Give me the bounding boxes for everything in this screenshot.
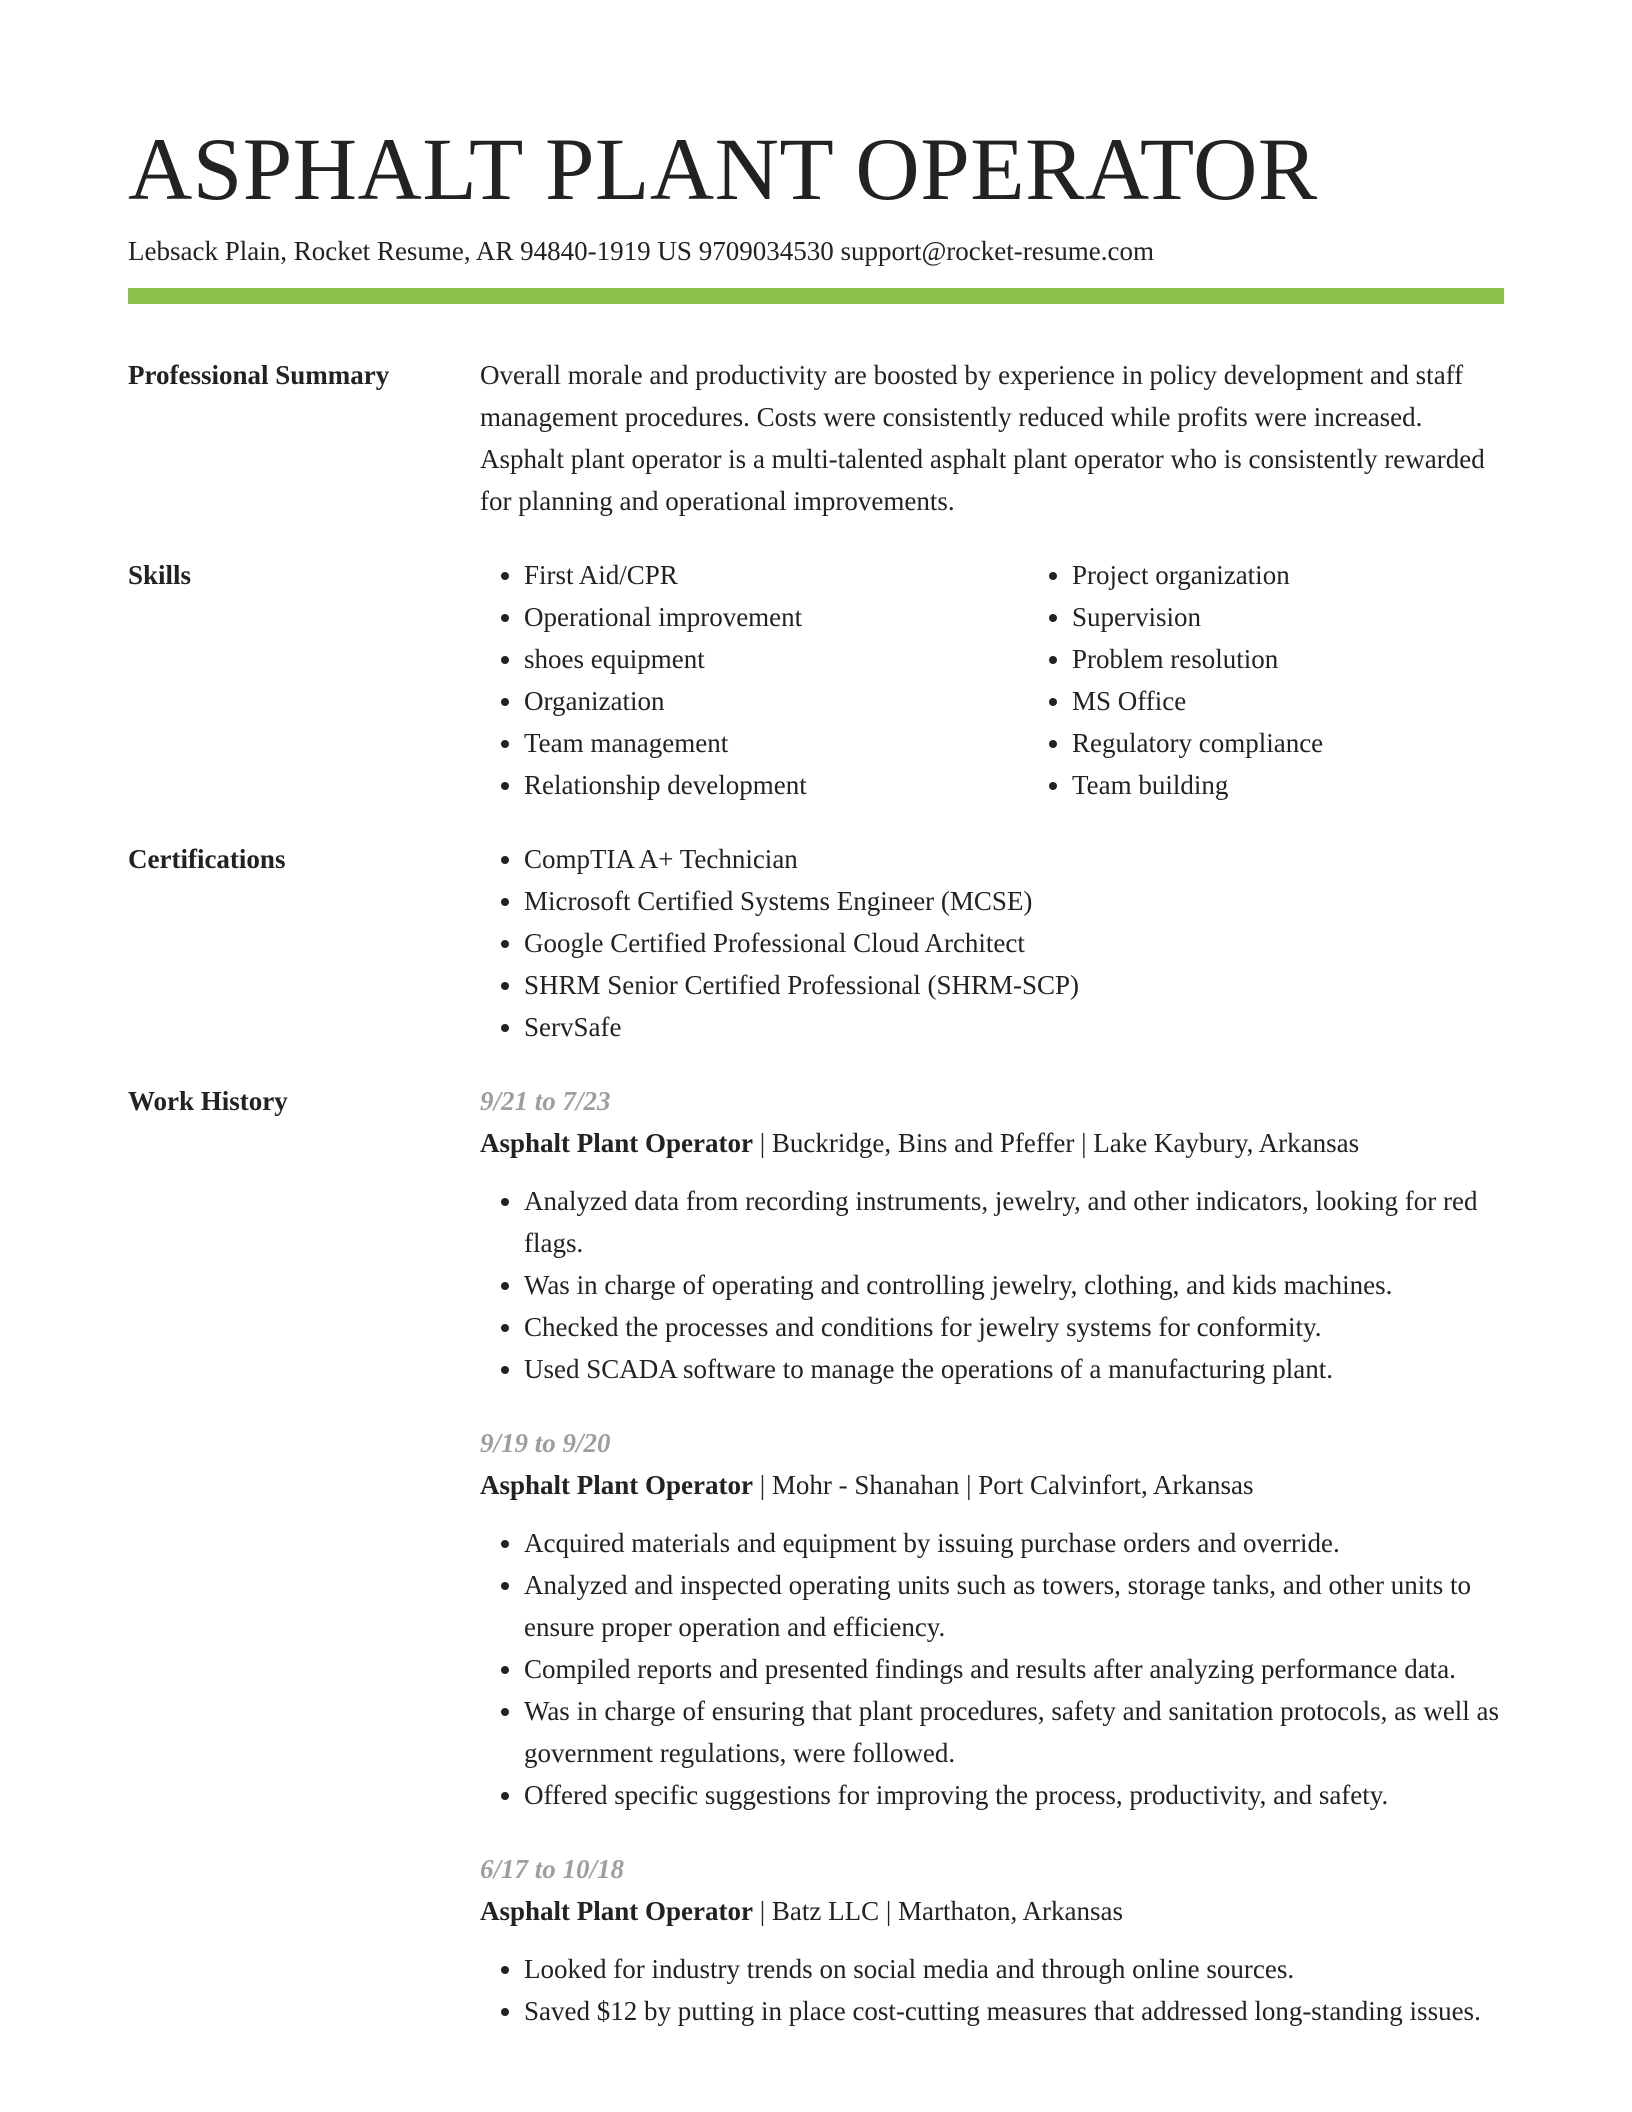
job-bullet: • Acquired materials and equipment by issuing purchase orders and override.: [524, 1522, 1504, 1564]
job-bullet: • Was in charge of ensuring that plant procedures, safety and sanitation protocols, as well as government regulations, were followed.: [524, 1690, 1504, 1774]
skill-item: • Supervision: [1072, 596, 1504, 638]
skills-list-right: [1028, 554, 1504, 806]
work-history-body: [480, 1080, 1504, 2064]
skills-grid: [480, 554, 1504, 806]
skill-item: • Project organization: [1072, 554, 1504, 596]
job-details: | Batz LLC | Marthaton, Arkansas: [753, 1896, 1123, 1926]
summary-text: Overall morale and productivity are boosted by experience in policy development and staff management procedures. Costs were consistently reduced while profits were increased. Asphalt plant operator is a multi-talented asphalt plant operator who is consistently rewarded for planning and operational improvements.: [480, 360, 1485, 516]
skill-item: • First Aid/CPR: [524, 554, 1028, 596]
job-bullets: [480, 1180, 1504, 1390]
skill-item: • shoes equipment: [524, 638, 1028, 680]
job-bullet: • Checked the processes and conditions for jewelry systems for conformity.: [524, 1306, 1504, 1348]
skills-label: Skills: [128, 560, 192, 590]
skill-item: • Operational improvement: [524, 596, 1028, 638]
contact-line: Lebsack Plain, Rocket Resume, AR 94840-1919 US 9709034530 support@rocket-resume.com: [128, 236, 1154, 266]
job-bullet: • Used SCADA software to manage the operations of a manufacturing plant.: [524, 1348, 1504, 1390]
job-bullet: • Offered specific suggestions for improving the process, productivity, and safety.: [524, 1774, 1504, 1816]
certifications-list: [480, 838, 1504, 1048]
work-history-section: [128, 1080, 1504, 2064]
job-entry: [480, 1422, 1504, 1816]
certification-item: • CompTIA A+ Technician: [524, 838, 1504, 880]
summary-label: Professional Summary: [128, 360, 390, 390]
skill-item: • MS Office: [1072, 680, 1504, 722]
job-bullet: • Analyzed and inspected operating units such as towers, storage tanks, and other units to ensure proper operation and efficiency.: [524, 1564, 1504, 1648]
skill-item: • Team management: [524, 722, 1028, 764]
accent-divider: [128, 288, 1504, 304]
certification-item: • SHRM Senior Certified Professional (SHRM-SCP): [524, 964, 1504, 1006]
skill-item: • Relationship development: [524, 764, 1028, 806]
job-bullet: • Analyzed data from recording instruments, jewelry, and other indicators, looking for red flags.: [524, 1180, 1504, 1264]
job-bullet: • Saved $12 by putting in place cost-cutting measures that addressed long-standing issues.: [524, 1990, 1504, 2032]
skill-item: • Problem resolution: [1072, 638, 1504, 680]
job-title: Asphalt Plant Operator: [480, 1470, 753, 1500]
skills-body: [480, 554, 1504, 806]
job-entry: [480, 1848, 1504, 2032]
certification-item: • ServSafe: [524, 1006, 1504, 1048]
skills-section: [128, 554, 1504, 806]
job-heading: [480, 1122, 1504, 1164]
job-details: | Buckridge, Bins and Pfeffer | Lake Kaybury, Arkansas: [753, 1128, 1360, 1158]
job-bullets: [480, 1522, 1504, 1816]
summary-section: [128, 354, 1504, 522]
job-bullets: [480, 1948, 1504, 2032]
skill-item: • Organization: [524, 680, 1028, 722]
certification-item: • Google Certified Professional Cloud Architect: [524, 922, 1504, 964]
certifications-body: [480, 838, 1504, 1048]
skill-item: • Regulatory compliance: [1072, 722, 1504, 764]
job-title: Asphalt Plant Operator: [480, 1896, 753, 1926]
certification-item: • Microsoft Certified Systems Engineer (MCSE): [524, 880, 1504, 922]
job-heading: [480, 1464, 1504, 1506]
job-bullet: • Looked for industry trends on social media and through online sources.: [524, 1948, 1504, 1990]
job-entry: [480, 1080, 1504, 1390]
certifications-label: Certifications: [128, 844, 286, 874]
job-dates: 6/17 to 10/18: [480, 1854, 625, 1884]
job-bullet: • Was in charge of operating and controlling jewelry, clothing, and kids machines.: [524, 1264, 1504, 1306]
job-dates: 9/19 to 9/20: [480, 1428, 611, 1458]
job-dates: 9/21 to 7/23: [480, 1086, 611, 1116]
resume-name-heading: ASPHALT PLANT OPERATOR: [128, 121, 1318, 219]
certifications-section: [128, 838, 1504, 1048]
job-details: | Mohr - Shanahan | Port Calvinfort, Arkansas: [753, 1470, 1254, 1500]
job-title: Asphalt Plant Operator: [480, 1128, 753, 1158]
job-bullet: • Compiled reports and presented findings and results after analyzing performance data.: [524, 1648, 1504, 1690]
skill-item: • Team building: [1072, 764, 1504, 806]
job-heading: [480, 1890, 1504, 1932]
skills-list-left: [480, 554, 1028, 806]
work-history-label: Work History: [128, 1086, 288, 1116]
